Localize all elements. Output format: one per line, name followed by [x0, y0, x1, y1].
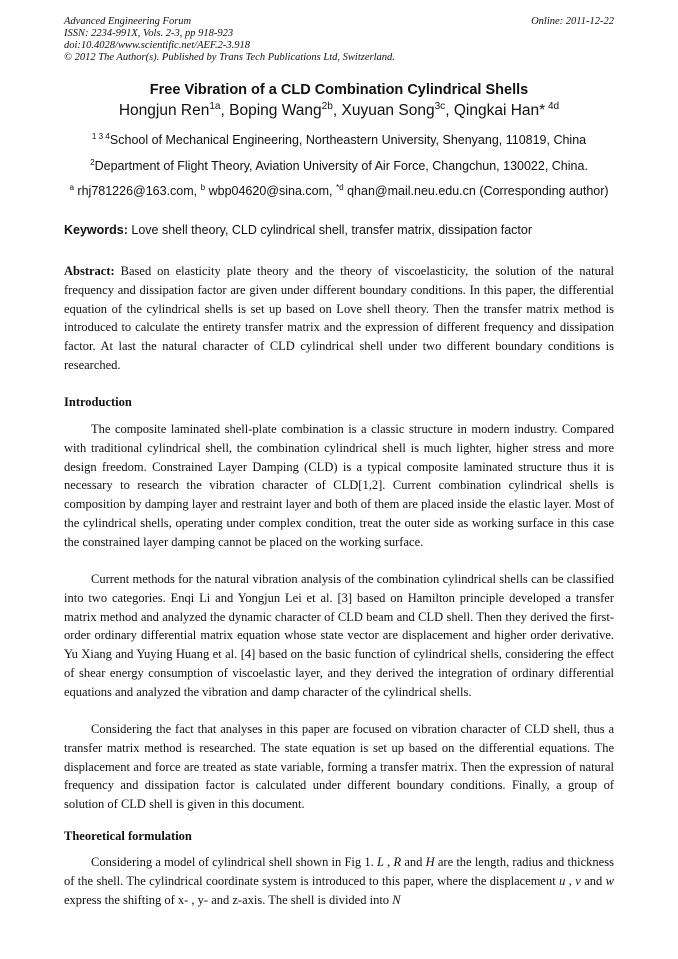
author-sup: 3c: [434, 100, 446, 112]
author-sup: 2b: [321, 100, 333, 112]
doi-line: doi:10.4028/www.scientific.net/AEF.2-3.918: [64, 40, 250, 51]
intro-paragraph-1: The composite laminated shell-plate combination is a classic structure in modern industry. Compared with traditional cylindrical shell, the combination cylindrical shell is much lighter, higher stress and more design freedom. Constrained Layer Damping (CLD) is a typical composite laminated structure thus it is necessary to research the vibration character of CLD[1,2]. Current combination cylindrical shells is composition by damping layer and restraint layer and both of them are placed inside the elastic layer. Most of the cylindrical shells, operating under complex condition, treat the outer side as working surface in this case the constrained layer damping cannot be placed on the working surface.: [64, 422, 614, 549]
author-list: [0, 102, 678, 120]
author-name: Boping Wang: [229, 102, 322, 119]
email-sup: a: [69, 182, 74, 192]
email-sup: *d: [335, 182, 344, 192]
affiliation-sup: 2: [90, 157, 95, 167]
affiliation-sup: 1 3 4: [91, 131, 110, 141]
author-name: Qingkai Han*: [453, 102, 546, 119]
section-heading-introduction: Introduction: [64, 395, 132, 409]
author-name: Xuyuan Song: [341, 102, 435, 119]
email-link[interactable]: wbp04620@sina.com,: [205, 184, 336, 198]
theory-text: are the length, radius and thickness of the shell. The cylindrical coordinate system is introduced to this paper, where the displacement: [64, 855, 614, 888]
issn-line: ISSN: 2234-991X, Vols. 2-3, pp 918-923: [64, 28, 234, 39]
math-var: L: [376, 855, 384, 869]
abstract: [64, 262, 614, 375]
affiliation-2: [0, 159, 678, 173]
author-sep: ,: [445, 102, 454, 119]
author-sep: ,: [332, 102, 342, 119]
keywords-label: Keywords:: [64, 223, 128, 237]
theory-text: express the shifting of x- , y- and z-axis. The shell is divided into: [64, 892, 390, 907]
author-sup: 1a: [209, 100, 221, 112]
email-link[interactable]: qhan@mail.neu.edu.cn (Corresponding author): [343, 184, 609, 198]
copyright-line: © 2012 The Author(s). Published by Trans Tech Publications Ltd, Switzerland.: [64, 52, 395, 63]
email-line: [0, 184, 678, 198]
math-var: H: [425, 855, 435, 869]
theory-paragraph: [64, 853, 614, 909]
author-sep: ,: [220, 102, 230, 119]
email-link[interactable]: rhj781226@163.com,: [73, 184, 201, 198]
math-var: v: [575, 873, 581, 888]
author-name: Hongjun Ren: [118, 102, 210, 119]
abstract-label: Abstract:: [64, 264, 115, 278]
abstract-text: Based on elasticity plate theory and the theory of viscoelasticity, the solution of the natural frequency and dissipation factor are given under different boundary conditions. In this paper, the differential equation of the cylindrical shells is set up based on Love shell theory. Then the transfer matrix method is introduced to calculate the entirety transfer matrix and the expression of different frequency and dissipation factor. At last the natural character of CLD cylindrical shell under two different boundary conditions is researched.: [64, 264, 614, 372]
intro-paragraph-3: Considering the fact that analyses in this paper are focused on vibration character of CLD shell, thus a transfer matrix method is researched. The state equation is set up based on the differential equations. The displacement and force are treated as state variable, forming a transfer matrix. Then the expression of natural frequency and dissipation factor is calculated under different boundary conditions. Finally, a group of solution of CLD shell is given in this document.: [64, 722, 614, 812]
theory-text: ,: [565, 873, 576, 888]
keywords-text: Love shell theory, CLD cylindrical shell, transfer matrix, dissipation factor: [127, 223, 533, 237]
theory-text: and: [401, 855, 426, 869]
theory-text: and: [580, 873, 606, 888]
online-date: Online: 2011-12-22: [531, 16, 614, 27]
math-var: w: [605, 873, 614, 888]
math-var: u: [559, 873, 566, 888]
paper-title: Free Vibration of a CLD Combination Cylindrical Shells: [149, 82, 529, 98]
math-var: N: [392, 892, 401, 907]
theory-text: ,: [383, 855, 394, 869]
author-sup: 4d: [545, 100, 560, 112]
journal-name: Advanced Engineering Forum: [64, 16, 192, 27]
theory-text: Considering a model of cylindrical shell shown in Fig 1.: [91, 855, 374, 869]
math-var: R: [393, 855, 402, 869]
affiliation-1: [0, 133, 678, 147]
section-heading-theory: Theoretical formulation: [64, 829, 192, 843]
affiliation-text: Department of Flight Theory, Aviation University of Air Force, Changchun, 130022, China.: [94, 159, 588, 173]
intro-paragraph-2: Current methods for the natural vibration analysis of the combination cylindrical shells can be classified into two categories. Enqi Li and Yongjun Lei et al. [3] based on Hamilton principle developed a transfer matrix method and analyzed the dynamic character of CLD beam and CLD shell. Then they derived the first-order ordinary differential matrix equation whose state vector are displacement and higher order derivative. Yu Xiang and Yuying Huang et al. [4] based on the basic function of cylindrical shells, considering the effect of shear energy consumption of viscoelastic layer, and they derived the integration of ordinary differential equations and analyzed the vibration and damp character of the cylindrical shells.: [64, 572, 614, 699]
keywords: [64, 223, 614, 237]
affiliation-text: School of Mechanical Engineering, Northeastern University, Shenyang, 110819, China: [109, 133, 587, 147]
email-sup: b: [200, 182, 206, 192]
